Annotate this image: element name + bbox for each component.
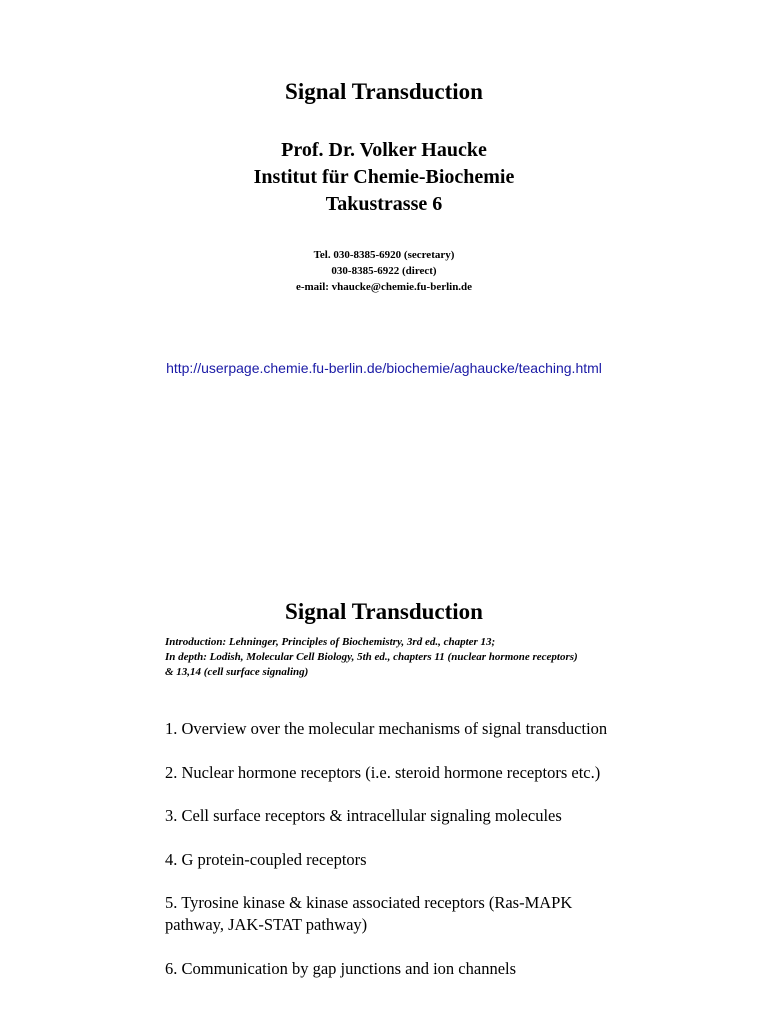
author-institute: Institut für Chemie-Biochemie — [253, 166, 515, 188]
topic-item: 5. Tyrosine kinase & kinase associated receptors (Ras-MAPK pathway, JAK-STAT pathway) — [165, 893, 573, 934]
phone-secretary: Tel. 030-8385-6920 (secretary) — [313, 249, 455, 261]
topic-list — [165, 718, 685, 1001]
reference-line: & 13,14 (cell surface signaling) — [165, 666, 309, 678]
topic-item: 6. Communication by gap junctions and ion channels — [165, 958, 517, 978]
teaching-page-link[interactable]: http://userpage.chemie.fu-berlin.de/biochemie/aghaucke/teaching.html — [166, 360, 602, 376]
slide-course-outline — [0, 560, 768, 1024]
topic-item: 2. Nuclear hormone receptors (i.e. steroid hormone receptors etc.) — [165, 762, 601, 782]
reference-line: In depth: Lodish, Molecular Cell Biology, 5th ed., chapters 11 (nuclear hormone receptors) — [165, 651, 578, 663]
author-name: Prof. Dr. Volker Haucke — [281, 139, 487, 161]
reference-line: Introduction: Lehninger, Principles of Biochemistry, 3rd ed., chapter 13; — [165, 636, 496, 648]
topic-item: 1. Overview over the molecular mechanisms of signal transduction — [165, 719, 608, 738]
outline-title: Signal Transduction — [285, 599, 483, 624]
reading-references — [165, 635, 665, 680]
phone-direct: 030-8385-6922 (direct) — [331, 265, 437, 277]
author-block — [0, 137, 768, 218]
email-address: e-mail: vhaucke@chemie.fu-berlin.de — [295, 281, 473, 293]
topic-item: 4. G protein-coupled receptors — [165, 849, 367, 869]
author-address: Takustrasse 6 — [325, 193, 443, 215]
page-title: Signal Transduction — [285, 79, 483, 104]
topic-item: 3. Cell surface receptors & intracellular signaling molecules — [165, 806, 562, 825]
contact-block — [0, 247, 768, 295]
